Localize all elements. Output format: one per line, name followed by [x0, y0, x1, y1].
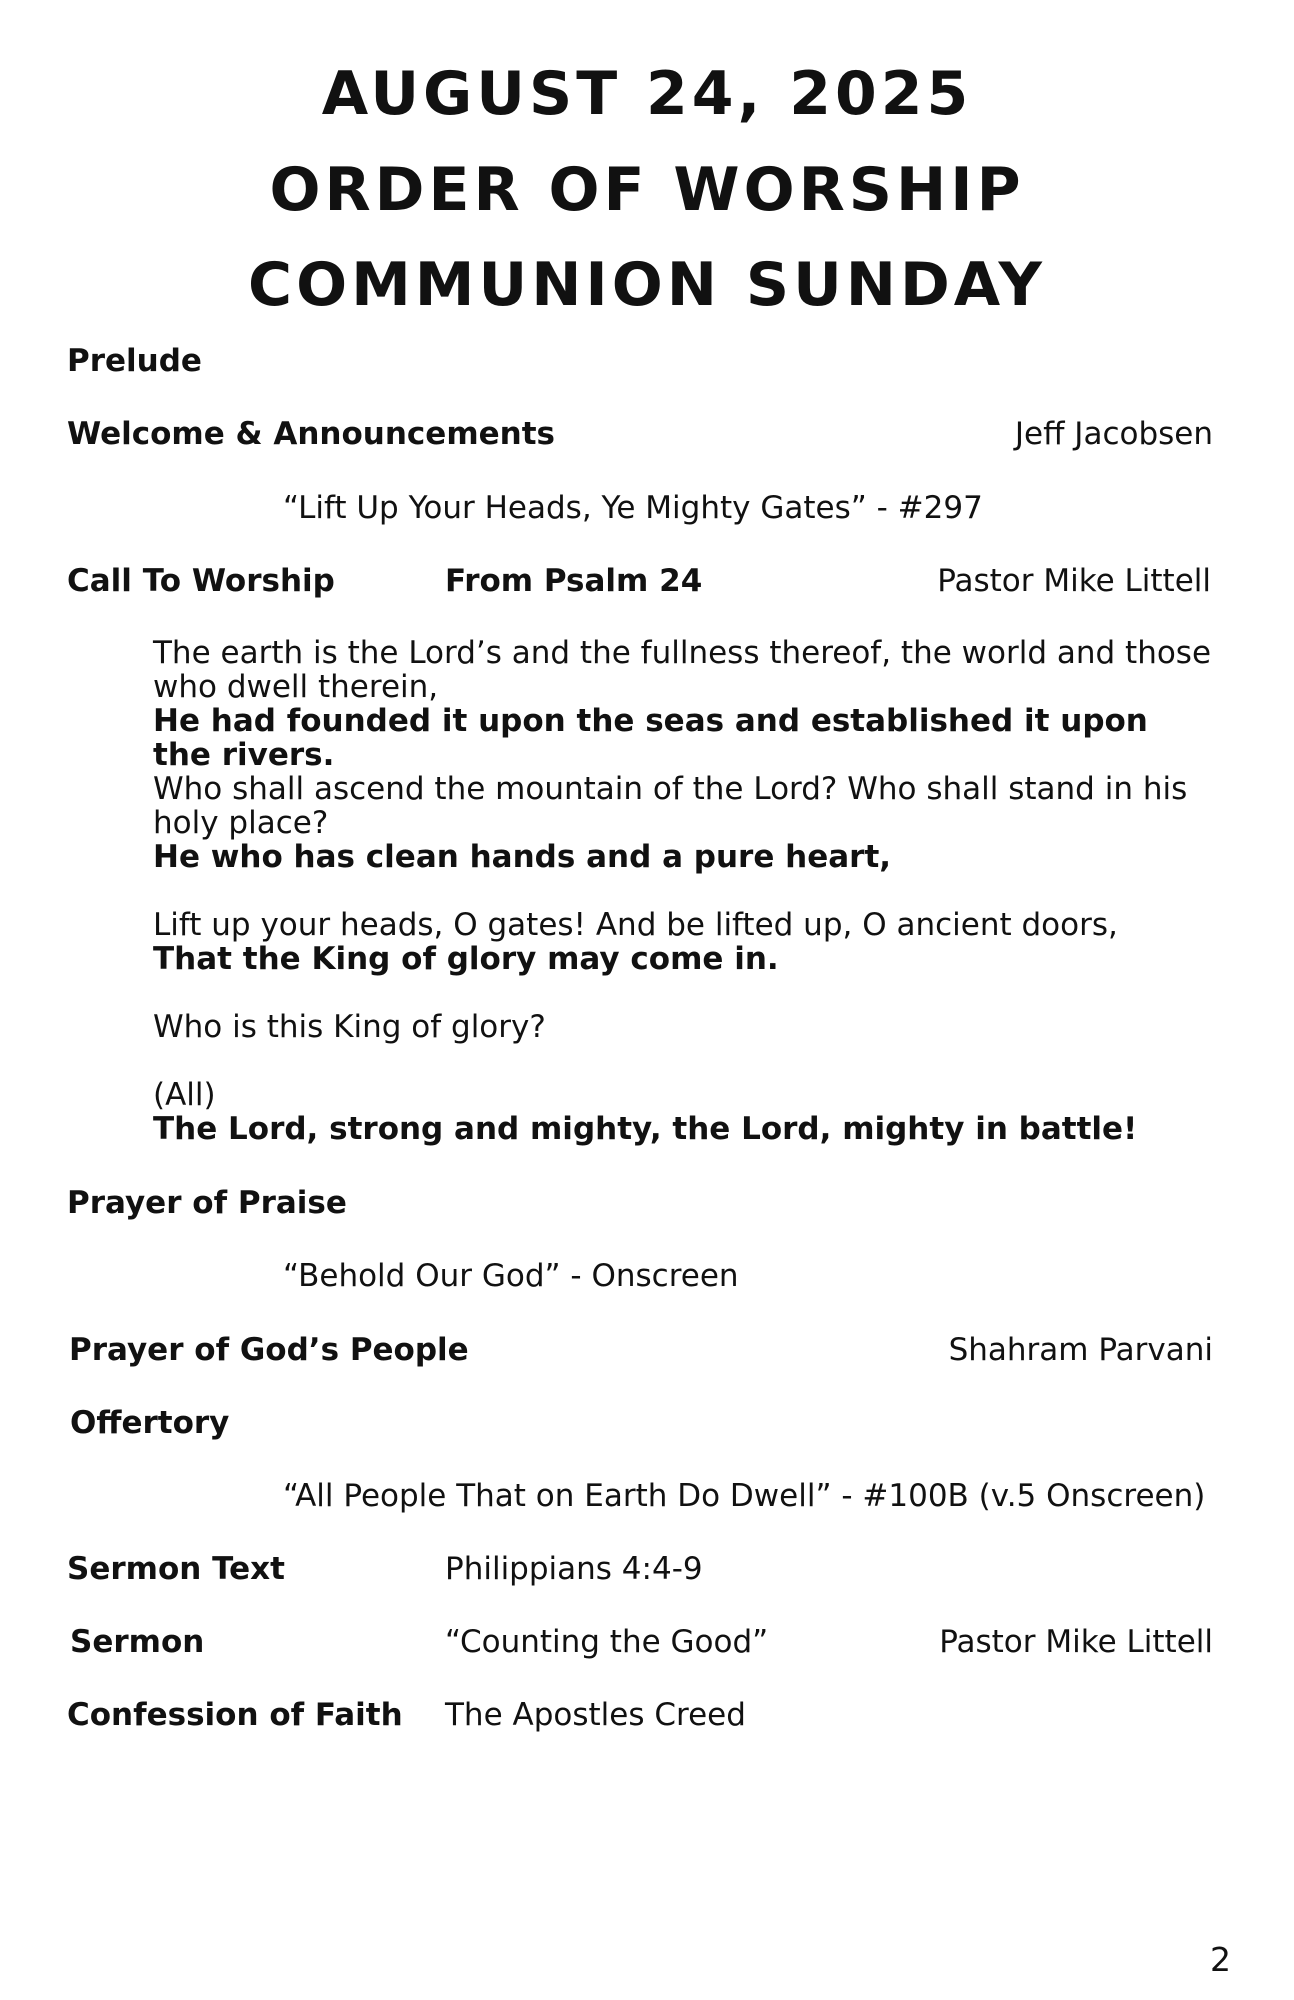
sermon-text-label: Sermon Text	[67, 1551, 285, 1587]
leader-line: The earth is the Lord’s and the fullness thereof, the world and those who dwell therein,	[153, 635, 1212, 705]
leader-line: Who is this King of glory?	[153, 1009, 546, 1045]
congregation-response: That the King of glory may come in.	[153, 941, 779, 977]
sermon-label: Sermon	[70, 1624, 205, 1660]
responsive-reading-5	[153, 1078, 1213, 1146]
page-title: ORDER OF WORSHIP	[269, 155, 1025, 225]
leader-line: Lift up your heads, O gates! And be lifted up, O ancient doors,	[153, 907, 1118, 943]
prayer-of-praise-label: Prayer of Praise	[67, 1185, 347, 1221]
welcome-leader: Jeff Jacobsen	[1014, 416, 1213, 452]
call-to-worship-label: Call To Worship	[67, 563, 335, 599]
confession-of-faith-creed: The Apostles Creed	[445, 1697, 746, 1733]
leader-line: Who shall ascend the mountain of the Lord? Who shall stand in his holy place?	[153, 771, 1188, 841]
prayer-of-gods-people-leader: Shahram Parvani	[948, 1332, 1213, 1368]
responsive-reading-4	[153, 1010, 1213, 1044]
responsive-reading-2	[153, 772, 1213, 874]
congregation-response: He had founded it upon the seas and established it upon the rivers.	[153, 703, 1148, 773]
sermon-text-reference: Philippians 4:4-9	[445, 1551, 703, 1587]
confession-of-faith-label: Confession of Faith	[67, 1697, 403, 1733]
call-to-worship-leader: Pastor Mike Littell	[937, 563, 1211, 599]
offertory-label: Offertory	[70, 1405, 230, 1441]
song-behold-our-god: “Behold Our God” - Onscreen	[283, 1258, 739, 1294]
congregation-response: The Lord, strong and mighty, the Lord, mighty in battle!	[153, 1111, 1138, 1147]
hymn-100b: “All People That on Earth Do Dwell” - #100B (v.5 Onscreen)	[283, 1478, 1206, 1514]
sermon-preacher: Pastor Mike Littell	[939, 1624, 1213, 1660]
welcome-label: Welcome & Announcements	[67, 416, 555, 452]
service-date: AUGUST 24, 2025	[321, 59, 973, 129]
responsive-reading-1	[153, 636, 1213, 772]
congregation-response: He who has clean hands and a pure heart,	[153, 839, 892, 875]
prayer-of-gods-people-label: Prayer of God’s People	[69, 1332, 469, 1368]
hymn-297: “Lift Up Your Heads, Ye Mighty Gates” - #297	[283, 490, 983, 526]
all-cue: (All)	[153, 1077, 216, 1113]
service-subtitle: COMMUNION SUNDAY	[248, 250, 1046, 320]
responsive-reading-3	[153, 908, 1213, 976]
call-to-worship-source: From Psalm 24	[445, 563, 703, 599]
page-number: 2	[1210, 1940, 1231, 1979]
prelude-label: Prelude	[67, 343, 202, 379]
sermon-title: “Counting the Good”	[445, 1624, 769, 1660]
